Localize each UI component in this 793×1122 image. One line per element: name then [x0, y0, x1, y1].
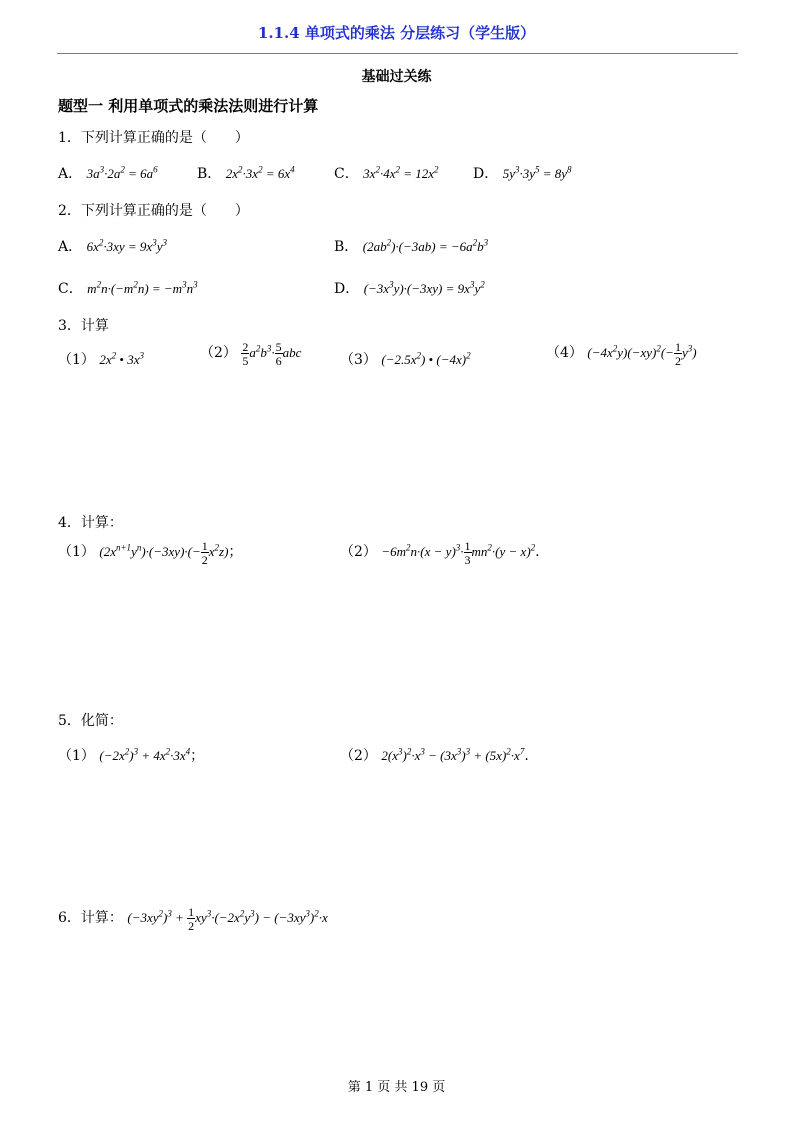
header-divider	[57, 53, 738, 54]
q3-part-2-formula: $\frac{2}{5}$ $a^2b^3\cdot$ $\frac{5}{6}$ abc	[242, 340, 302, 368]
q2-option-c-formula: $m^2n\cdot(-m^2n) = -m^3n^3$	[87, 279, 198, 296]
q3-part-2: （2） $\frac{2}{5}$ $a^2b^3\cdot$ $\frac{5}{6}$ abc	[200, 340, 302, 368]
question-type-title: 题型一 利用单项式的乘法法则进行计算	[58, 97, 319, 115]
q3-part-4: （4） $(-4x^2y)(-xy)^2(-$ $\frac{1}{2}$ $y^3$)	[546, 340, 697, 368]
q1-option-a-formula: $3a^3\cdot 2a^2 = 6a^6$	[86, 164, 158, 181]
q4-part-1: （1） $(2x^{n+1}y^n)\cdot(-3xy)\cdot(-$ $\frac{1}{2}$ $x^2z$)；	[58, 539, 243, 567]
q4-part-1-formula: $(2x^{n+1}y^n)\cdot(-3xy)\cdot(-$ $\frac{1}{2}$ $x^2z$)	[99, 539, 229, 567]
q1-option-c: C． $3x^2\cdot 4x^2 = 12x^2$	[334, 164, 439, 182]
q1-option-b: B． $2x^2\cdot 3x^2 = 6x^4$	[197, 164, 295, 182]
q6-formula: $(-3xy^2)^3$ + $\frac{1}{2}$ $xy^3\cdot(-2x^2y^3) - (-3xy^3)^2\cdot x$	[127, 905, 328, 933]
document-header-title: 1.1.4 单项式的乘法 分层练习（学生版）	[257, 24, 536, 42]
question-5-stem: 5．化简：	[58, 713, 123, 729]
q1-option-b-formula: $2x^2\cdot 3x^2 = 6x^4$	[225, 164, 295, 181]
q1-option-d: D． $5y^3\cdot 3y^5 = 8y^8$	[473, 164, 572, 182]
q3-part-1-formula: $2x^2$ • $3x^3$	[99, 350, 144, 367]
page-footer: 第 1 页 共 19 页	[347, 1080, 446, 1095]
q5-part-2-formula: $2(x^3)^2\cdot x^3 - (3x^3)^3 + (5x)^2\cdot x^7$	[381, 746, 525, 763]
q3-part-1: （1） $2x^2$ • $3x^3$	[58, 350, 144, 368]
q4-part-2-formula: $-6m^2n\cdot(x - y)^3\cdot$ $\frac{1}{3}$ $mn^2\cdot(y - x)^2$	[381, 539, 536, 567]
section-title: 基础过关练	[361, 69, 432, 85]
q1-option-c-formula: $3x^2\cdot 4x^2 = 12x^2$	[363, 164, 439, 181]
q2-option-b: B． $(2ab^2)\cdot(-3ab) = -6a^2b^3$	[334, 237, 489, 255]
q2-option-b-formula: $(2ab^2)\cdot(-3ab) = -6a^2b^3$	[362, 237, 489, 254]
q2-option-d-formula: $(-3x^3y)\cdot(-3xy) = 9x^3y^2$	[363, 279, 485, 296]
q3-part-3-formula: $(-2.5x^2)$ • $(-4x)^2$	[381, 350, 471, 367]
question-3-stem: 3．计算	[58, 318, 109, 334]
q1-option-d-formula: $5y^3\cdot 3y^5 = 8y^8$	[502, 164, 572, 181]
question-4-stem: 4．计算：	[58, 515, 123, 531]
q3-part-4-formula: $(-4x^2y)(-xy)^2(-$ $\frac{1}{2}$ $y^3$)	[587, 340, 697, 368]
q2-option-c: C． $m^2n\cdot(-m^2n) = -m^3n^3$	[58, 279, 198, 297]
question-1-stem: 1．下列计算正确的是（ ）	[58, 130, 249, 146]
q1-option-a: A． $3a^3\cdot 2a^2 = 6a^6$	[58, 164, 158, 182]
q5-part-1: （1） $(-2x^2)^3 + 4x^2\cdot 3x^4$；	[58, 746, 205, 764]
q5-part-2: （2） $2(x^3)^2\cdot x^3 - (3x^3)^3 + (5x)^2\cdot x^7$.	[340, 746, 529, 764]
q3-part-3: （3） $(-2.5x^2)$ • $(-4x)^2$	[340, 350, 471, 368]
q4-part-2: $(2) -6m^2n\cdot(x - y)^3\cdot$ $\frac{1}{3}$ $mn^2\cdot(y - x)^2$.	[340, 539, 540, 567]
question-6: 6．计算： $(-3xy^2)^3$ + $\frac{1}{2}$ $xy^3\cdot(-2x^2y^3) - (-3xy^3)^2\cdot x$	[58, 905, 328, 933]
q5-part-1-formula: $(-2x^2)^3 + 4x^2\cdot 3x^4$	[99, 746, 191, 763]
q2-option-a: A． $6x^2\cdot 3xy = 9x^3y^3$	[58, 237, 167, 255]
q2-option-a-formula: $6x^2\cdot 3xy = 9x^3y^3$	[86, 237, 167, 254]
q2-option-d: D． $(-3x^3y)\cdot(-3xy) = 9x^3y^2$	[334, 279, 485, 297]
question-2-stem: 2．下列计算正确的是（ ）	[58, 203, 249, 219]
